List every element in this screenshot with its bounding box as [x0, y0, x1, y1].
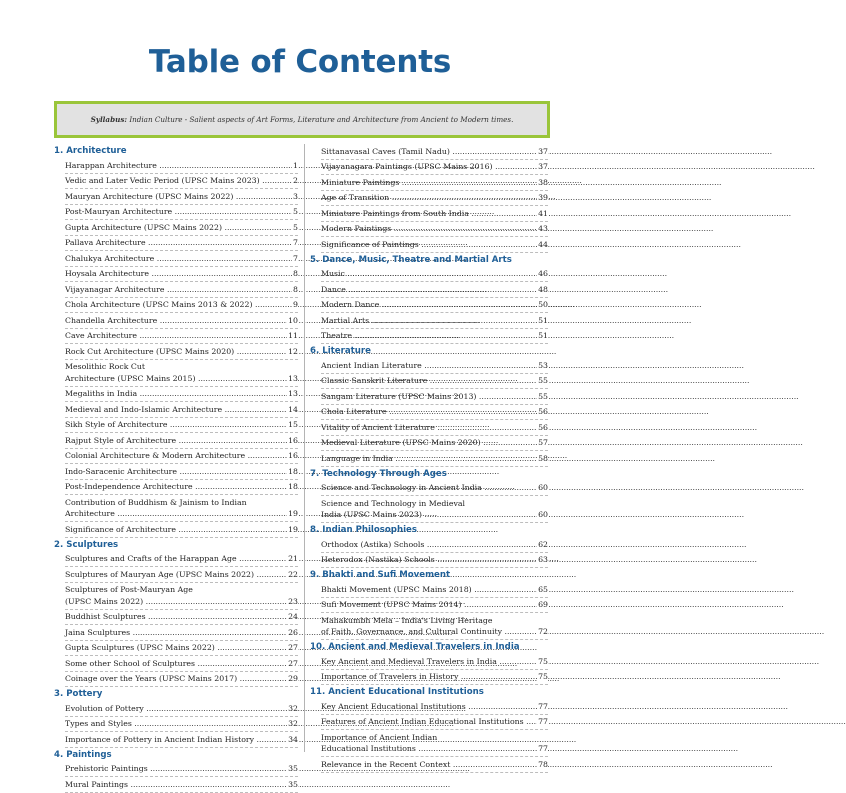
toc-entry[interactable] — [321, 389, 548, 405]
entry-title: Science and Technology in Ancient India ..... — [321, 482, 548, 494]
toc-entry[interactable] — [65, 174, 298, 190]
toc-entry[interactable] — [65, 567, 298, 583]
entry-page-number: 60 — [538, 510, 548, 519]
entry-title: Martial Arts ..... — [321, 315, 548, 327]
entry-page-number: 32 — [288, 719, 298, 728]
entry-page-number: 72 — [538, 627, 548, 636]
entry-title-line: Sculptures of Post-Mauryan Age — [65, 585, 193, 594]
entry-page-number: 7 — [293, 253, 298, 263]
entry-title: Sangam Literature (UPSC Mains 2013) ..... — [321, 391, 548, 403]
toc-entry[interactable] — [65, 251, 298, 267]
section-heading[interactable] — [310, 640, 548, 654]
toc-entry[interactable] — [321, 313, 548, 329]
entry-page-number: 19 — [288, 524, 298, 534]
entry-page-number: 58 — [538, 453, 548, 463]
entry-title: Significance of Architecture ..... — [65, 524, 298, 536]
entry-title: Heterodox (Nastika) Schools ..... — [321, 554, 548, 566]
entry-page-number: 15 — [288, 420, 298, 429]
section-title: Indian Philosophies — [322, 525, 417, 535]
toc-entry[interactable] — [65, 610, 298, 626]
section-number: 6. — [310, 346, 320, 356]
entry-page-number: 60 — [538, 483, 548, 492]
entry-title: Ancient Indian Literature ..... — [321, 360, 548, 372]
section-title: Ancient Educational Institutions — [328, 687, 484, 697]
section-title: Pottery — [66, 689, 103, 699]
toc-entry[interactable] — [321, 222, 548, 238]
entry-page-number: 41 — [538, 208, 548, 218]
toc-entry[interactable] — [65, 701, 298, 717]
entry-page-number: 37 — [538, 162, 548, 171]
toc-entry[interactable] — [65, 449, 298, 465]
entry-page-number: 56 — [538, 422, 548, 432]
toc-entry[interactable] — [65, 656, 298, 672]
section-heading[interactable] — [54, 538, 298, 552]
toc-entry[interactable] — [321, 613, 548, 640]
toc-entry[interactable] — [65, 583, 298, 610]
entry-title: Rock Cut Architecture (UPSC Mains 2020) ..... — [65, 346, 298, 358]
section-title: Bhakti and Sufi Movement — [322, 570, 451, 580]
section-number: 5. — [310, 254, 320, 265]
toc-entry[interactable] — [65, 464, 298, 480]
entry-page-number: 14 — [288, 404, 298, 414]
entry-page-number: 50 — [538, 300, 548, 309]
entry-title: Buddhist Sculptures ..... — [65, 611, 298, 623]
section-heading[interactable] — [310, 344, 548, 358]
section-number: 9. — [310, 570, 320, 580]
entry-title: Vitality of Ancient Literature ..... — [321, 422, 548, 434]
entry-page-number: 55 — [538, 376, 548, 385]
toc-entry[interactable] — [321, 553, 548, 569]
entry-page-number: 18 — [288, 482, 298, 491]
entry-title: Cave Architecture ..... — [65, 330, 298, 342]
entry-title: Post-Mauryan Architecture ..... — [65, 206, 298, 218]
toc-entry[interactable] — [321, 298, 548, 314]
page-title: Table of Contents — [148, 44, 452, 80]
entry-page-number: 77 — [538, 744, 548, 753]
toc-entry[interactable] — [65, 360, 298, 387]
section-number: 3. — [54, 689, 64, 699]
entry-title: Modern Dance ..... — [321, 299, 548, 311]
column-divider — [304, 144, 305, 752]
section-title: Paintings — [66, 749, 112, 760]
toc-entry[interactable] — [321, 160, 548, 176]
toc-entry[interactable] — [321, 715, 548, 731]
toc-entry[interactable] — [321, 191, 548, 207]
entry-page-number: 43 — [538, 224, 548, 233]
section-number: 4. — [54, 749, 64, 760]
entry-page-number: 18 — [288, 466, 298, 476]
entry-title: Importance of Pottery in Ancient Indian History ..... — [65, 734, 298, 746]
entry-title: Significance of Paintings ..... — [321, 239, 548, 251]
toc-entry[interactable] — [321, 420, 548, 436]
toc-entry[interactable] — [65, 717, 298, 733]
entry-title: Miniature Paintings ..... — [321, 177, 548, 189]
entry-page-number: 13 — [288, 373, 298, 383]
entry-page-number: 8 — [293, 269, 298, 278]
entry-page-number: 32 — [288, 703, 298, 713]
section-number: 10. — [310, 642, 326, 652]
entry-page-number: 48 — [538, 284, 548, 294]
toc-entry[interactable] — [321, 206, 548, 222]
entry-title: Hoysala Architecture ..... — [65, 268, 298, 280]
section-heading[interactable] — [54, 144, 298, 158]
entry-page-number: 21 — [288, 554, 298, 563]
entry-title: Language in India ..... — [321, 453, 548, 465]
entry-title: Theatre ..... — [321, 330, 548, 342]
entry-title: Coinage over the Years (UPSC Mains 2017) ..... — [65, 673, 298, 685]
section-number: 1. — [54, 146, 64, 156]
entry-title: Importance of Travelers in History ..... — [321, 671, 548, 683]
section-heading[interactable] — [310, 685, 548, 699]
entry-title: Features of Ancient Indian Educational Institutions ..... — [321, 716, 548, 728]
toc-entry[interactable] — [321, 598, 548, 614]
toc-entry[interactable] — [321, 374, 548, 390]
toc-entry[interactable] — [65, 641, 298, 657]
section-heading[interactable] — [310, 523, 548, 537]
toc-entry[interactable] — [65, 189, 298, 205]
entry-title: Some other School of Sculptures ..... — [65, 658, 298, 670]
entry-title: Classic Sanskrit Literature ..... — [321, 375, 548, 387]
toc-entry[interactable] — [65, 220, 298, 236]
entry-title: Relevance in the Recent Context ..... — [321, 759, 548, 771]
toc-column-left — [54, 144, 298, 793]
toc-entry[interactable] — [321, 757, 548, 773]
entry-title: Pallava Architecture ..... — [65, 237, 298, 249]
entry-title: Chalukya Architecture ..... — [65, 253, 298, 265]
entry-page-number: 8 — [293, 284, 298, 294]
toc-entry[interactable] — [65, 236, 298, 252]
entry-title: (UPSC Mains 2022) ..... — [65, 596, 298, 608]
section-number: 8. — [310, 525, 320, 535]
entry-page-number: 3 — [293, 191, 298, 201]
entry-page-number: 5 — [293, 222, 298, 232]
toc-entry[interactable] — [65, 480, 298, 496]
entry-page-number: 26 — [288, 627, 298, 637]
entry-page-number: 51 — [538, 315, 548, 325]
entry-title: Harappan Architecture ..... — [65, 160, 298, 172]
toc-entry[interactable] — [65, 387, 298, 403]
entry-title: Chola Architecture (UPSC Mains 2013 & 2022) ..... — [65, 299, 298, 311]
entry-title: Prehistoric Paintings ..... — [65, 763, 298, 775]
entry-title: Medieval Literature (UPSC Mains 2020) ..... — [321, 437, 548, 449]
entry-title: Key Ancient Educational Institutions ..... — [321, 701, 548, 713]
toc-entry[interactable] — [321, 175, 548, 191]
toc-entry[interactable] — [65, 418, 298, 434]
entry-page-number: 35 — [288, 779, 298, 789]
section-heading[interactable] — [310, 568, 548, 582]
section-heading[interactable] — [54, 687, 298, 701]
entry-title: Indo-Saracenic Architecture ..... — [65, 466, 298, 478]
entry-title: Vijayanagara Paintings (UPSC Mains 2016) ..... — [321, 161, 548, 173]
entry-page-number: 1 — [293, 160, 298, 170]
entry-title: Sufi Movement (UPSC Mains 2014) ..... — [321, 599, 548, 611]
section-title: Technology Through Ages — [322, 468, 447, 479]
entry-page-number: 27 — [288, 643, 298, 652]
section-title: Architecture — [66, 146, 127, 156]
toc-entry[interactable] — [321, 329, 548, 345]
toc-entry[interactable] — [321, 730, 548, 757]
entry-title: Evolution of Pottery ..... — [65, 703, 298, 715]
entry-page-number: 13 — [288, 389, 298, 398]
entry-page-number: 24 — [288, 612, 298, 621]
entry-title: Miniature Paintings from South India ..... — [321, 208, 548, 220]
toc-entry[interactable] — [321, 237, 548, 253]
section-heading[interactable] — [310, 253, 548, 267]
section-number: 7. — [310, 468, 320, 479]
entry-title: Bhakti Movement (UPSC Mains 2018) ..... — [321, 584, 548, 596]
entry-title: Mural Paintings ..... — [65, 779, 298, 791]
section-number: 11. — [310, 687, 326, 697]
toc-entry[interactable] — [321, 436, 548, 452]
entry-title: Key Ancient and Medieval Travelers in India ..... — [321, 656, 548, 668]
entry-title: Sittanavasal Caves (Tamil Nadu) ..... — [321, 146, 548, 158]
entry-title: Gupta Sculptures (UPSC Mains 2022) ..... — [65, 642, 298, 654]
toc-entry[interactable] — [321, 670, 548, 686]
entry-title: Architecture (UPSC Mains 2015) ..... — [65, 373, 298, 385]
toc-entry[interactable] — [321, 699, 548, 715]
entry-page-number: 57 — [538, 438, 548, 447]
entry-page-number: 7 — [293, 238, 298, 247]
entry-page-number: 77 — [538, 717, 548, 726]
entry-title-line: Mesolithic Rock Cut — [65, 362, 146, 371]
toc-entry[interactable] — [65, 267, 298, 283]
entry-page-number: 46 — [538, 269, 548, 278]
entry-page-number: 75 — [538, 672, 548, 681]
entry-title: Music ..... — [321, 268, 548, 280]
toc-entry[interactable] — [321, 267, 548, 283]
entry-page-number: 38 — [538, 177, 548, 187]
entry-title: Educational Institutions ..... — [321, 743, 548, 755]
entry-title: Dance ..... — [321, 284, 548, 296]
toc-entry[interactable] — [65, 344, 298, 360]
entry-page-number: 56 — [538, 407, 548, 416]
entry-title-line: Science and Technology in Medieval — [321, 498, 466, 508]
section-title: Literature — [322, 346, 371, 356]
entry-title: Vijayanagar Architecture ..... — [65, 284, 298, 296]
entry-title: India (UPSC Mains 2023) ..... — [321, 509, 548, 521]
toc-entry[interactable] — [321, 496, 548, 523]
entry-title: Chola Literature ..... — [321, 406, 548, 418]
entry-title: Types and Styles ..... — [65, 718, 298, 730]
section-heading[interactable] — [310, 467, 548, 481]
entry-page-number: 11 — [288, 331, 298, 340]
syllabus-label: Syllabus: — [90, 115, 128, 124]
section-title: Dance, Music, Theatre and Martial Arts — [322, 254, 512, 265]
toc-entry[interactable] — [321, 451, 548, 467]
entry-page-number: 2 — [293, 176, 298, 185]
toc-entry[interactable] — [65, 522, 298, 538]
toc-entry[interactable] — [65, 672, 298, 688]
entry-title: Modern Paintings ..... — [321, 223, 548, 235]
entry-title: Sculptures of Mauryan Age (UPSC Mains 2022) ..... — [65, 569, 298, 581]
entry-title-line: Importance of Ancient Indian — [321, 732, 438, 742]
entry-page-number: 63 — [538, 555, 548, 564]
toc-entry[interactable] — [65, 777, 298, 793]
toc-entry[interactable] — [65, 313, 298, 329]
toc-entry[interactable] — [321, 358, 548, 374]
entry-page-number: 9 — [293, 300, 298, 309]
entry-page-number: 16 — [288, 435, 298, 445]
entry-title: Sculptures and Crafts of the Harappan Age ..... — [65, 553, 298, 565]
toc-entry[interactable] — [65, 495, 298, 522]
entry-title: Post-Independence Architecture ..... — [65, 481, 298, 493]
entry-title: of Faith, Governance, and Cultural Continuity ..... — [321, 626, 548, 638]
entry-page-number: 77 — [538, 701, 548, 711]
toc-entry[interactable] — [65, 552, 298, 568]
toc-entry[interactable] — [65, 298, 298, 314]
toc-entry[interactable] — [65, 762, 298, 778]
section-title: Ancient and Medieval Travelers in India — [328, 642, 520, 652]
entry-title-line: Contribution of Buddhism & Jainism to Indian — [65, 497, 247, 507]
entry-page-number: 39 — [538, 193, 548, 202]
entry-title: Mauryan Architecture (UPSC Mains 2022) ..... — [65, 191, 298, 203]
entry-title: Gupta Architecture (UPSC Mains 2022) ..... — [65, 222, 298, 234]
entry-title: Jaina Sculptures ..... — [65, 627, 298, 639]
syllabus-text: Indian Culture - Salient aspects of Art Forms, Literature and Architecture from Ancient to Modern times. — [129, 115, 514, 124]
entry-title: Vedic and Later Vedic Period (UPSC Mains 2023) ..... — [65, 175, 298, 187]
entry-page-number: 5 — [293, 207, 298, 216]
toc-entry[interactable] — [65, 732, 298, 748]
entry-title: Architecture ..... — [65, 508, 298, 520]
toc-entry[interactable] — [321, 582, 548, 598]
entry-page-number: 51 — [538, 331, 548, 340]
syllabus-box — [54, 101, 550, 138]
entry-page-number: 44 — [538, 239, 548, 249]
entry-page-number: 62 — [538, 539, 548, 549]
entry-page-number: 22 — [288, 569, 298, 579]
entry-page-number: 35 — [288, 764, 298, 773]
toc-entry[interactable] — [65, 282, 298, 298]
entry-page-number: 19 — [288, 509, 298, 518]
toc-entry[interactable] — [65, 205, 298, 221]
entry-title-line: Mahakumbh Mela – India's Living Heritage — [321, 615, 493, 625]
toc-entry[interactable] — [65, 433, 298, 449]
entry-page-number: 69 — [538, 600, 548, 609]
entry-page-number: 16 — [288, 451, 298, 460]
entry-page-number: 10 — [288, 315, 298, 325]
toc-entry[interactable] — [65, 625, 298, 641]
section-heading[interactable] — [54, 748, 298, 762]
toc-entry[interactable] — [321, 405, 548, 421]
entry-page-number: 34 — [288, 734, 298, 744]
toc-entry[interactable] — [321, 537, 548, 553]
entry-page-number: 29 — [288, 674, 298, 683]
entry-title: Medieval and Indo-Islamic Architecture ..... — [65, 404, 298, 416]
section-title: Sculptures — [66, 539, 119, 550]
toc-entry[interactable] — [65, 329, 298, 345]
entry-title: Megaliths in India ..... — [65, 388, 298, 400]
entry-page-number: 12 — [288, 346, 298, 356]
entry-title: Colonial Architecture & Modern Architecture ..... — [65, 450, 298, 462]
toc-entry[interactable] — [65, 402, 298, 418]
entry-title: Sikh Style of Architecture ..... — [65, 419, 298, 431]
entry-page-number: 27 — [288, 658, 298, 668]
entry-page-number: 75 — [538, 656, 548, 666]
entry-page-number: 55 — [538, 391, 548, 401]
entry-title: Orthodox (Astika) Schools ..... — [321, 539, 548, 551]
toc-entry[interactable] — [321, 144, 548, 160]
toc-entry[interactable] — [65, 158, 298, 174]
section-number: 2. — [54, 539, 64, 550]
entry-title: Rajput Style of Architecture ..... — [65, 435, 298, 447]
toc-entry[interactable] — [321, 654, 548, 670]
entry-page-number: 53 — [538, 360, 548, 370]
entry-title: Age of Transition ..... — [321, 192, 548, 204]
entry-page-number: 23 — [288, 596, 298, 606]
toc-column-right — [310, 144, 548, 773]
entry-page-number: 37 — [538, 146, 548, 156]
entry-title: Chandella Architecture ..... — [65, 315, 298, 327]
toc-entry[interactable] — [321, 481, 548, 497]
toc-entry[interactable] — [321, 282, 548, 298]
entry-page-number: 65 — [538, 584, 548, 594]
entry-page-number: 78 — [538, 759, 548, 769]
